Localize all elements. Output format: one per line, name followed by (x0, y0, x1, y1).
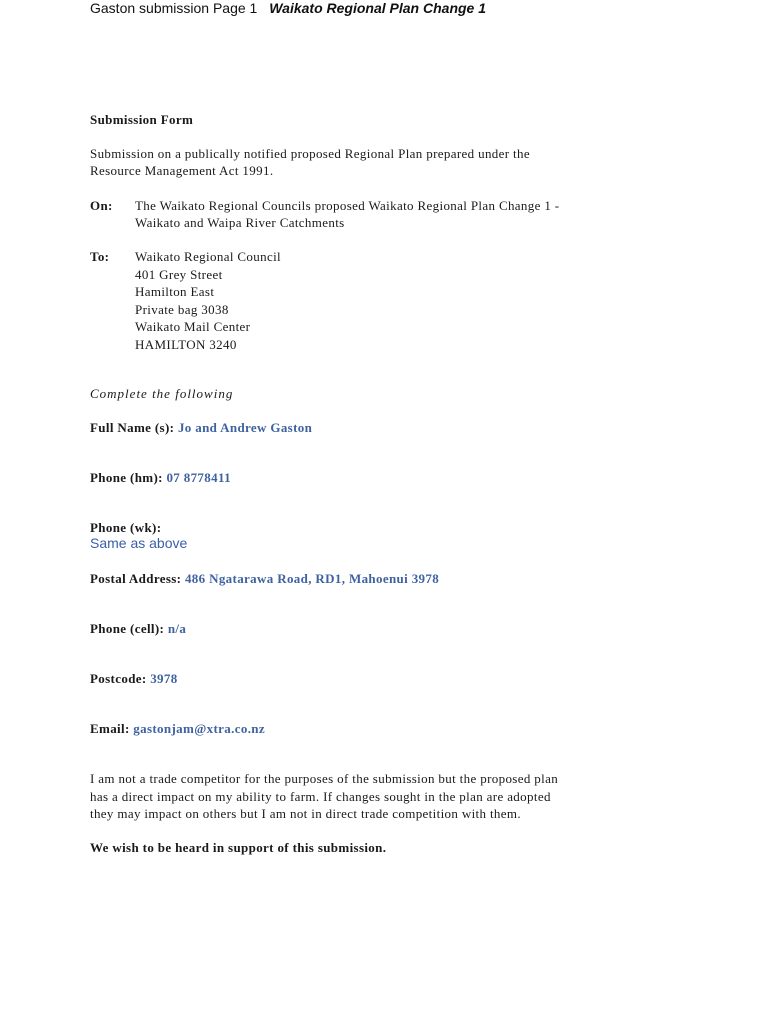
page-label: Gaston submission Page 1 (90, 0, 258, 16)
phone-wk-label: Phone (wk): (90, 520, 162, 535)
postal-address-row (90, 570, 439, 588)
phone-cell-row (90, 620, 186, 638)
on-label: On: (90, 198, 113, 213)
postal-address-label: Postal Address: (90, 571, 182, 586)
full-name-row (90, 419, 312, 437)
postcode-row (90, 670, 178, 688)
phone-cell-label: Phone (cell): (90, 621, 165, 636)
form-title: Submission Form (90, 112, 194, 127)
phone-hm-value: 07 8778411 (166, 470, 231, 485)
email-value: gastonjam@xtra.co.nz (133, 721, 266, 736)
to-section (90, 248, 690, 358)
postal-address-value: 486 Ngatarawa Road, RD1, Mahoenui 3978 (184, 571, 440, 586)
page-header (90, 0, 486, 16)
to-address-line: Waikato Mail Center (135, 319, 251, 334)
intro-line-2: Resource Management Act 1991. (90, 163, 274, 178)
phone-hm-row (90, 469, 231, 487)
to-label: To: (90, 249, 110, 264)
to-address-line: Waikato Regional Council (135, 249, 281, 264)
postcode-label: Postcode: (90, 671, 147, 686)
to-address-line: Hamilton East (135, 284, 215, 299)
postcode-value: 3978 (150, 671, 178, 686)
plan-title: Waikato Regional Plan Change 1 (269, 0, 487, 16)
statement-line-1: I am not a trade competitor for the purposes of the submission but the proposed plan (90, 771, 559, 786)
full-name-value: Jo and Andrew Gaston (177, 420, 313, 435)
to-address-line: Private bag 3038 (135, 301, 229, 317)
on-section (90, 197, 690, 233)
statement-line-2: has a direct impact on my ability to farm. If changes sought in the plan are adopted (90, 788, 551, 804)
complete-heading: Complete the following (90, 386, 234, 401)
to-address-line: HAMILTON 3240 (135, 336, 237, 352)
phone-cell-value: n/a (167, 621, 187, 636)
phone-hm-label: Phone (hm): (90, 470, 163, 485)
full-name-label: Full Name (s): (90, 420, 175, 435)
support-statement: We wish to be heard in support of this submission. (90, 840, 387, 855)
on-line-1: The Waikato Regional Councils proposed Waikato Regional Plan Change 1 - (135, 198, 560, 213)
intro-line-1: Submission on a publically notified proposed Regional Plan prepared under the (90, 146, 530, 161)
email-row (90, 720, 265, 738)
email-label: Email: (90, 721, 130, 736)
to-address-line: 401 Grey Street (135, 266, 223, 282)
statement-line-3: they may impact on others but I am not in direct trade competition with them. (90, 806, 521, 821)
phone-wk-value: Same as above (90, 535, 188, 551)
on-line-2: Waikato and Waipa River Catchments (135, 215, 345, 230)
